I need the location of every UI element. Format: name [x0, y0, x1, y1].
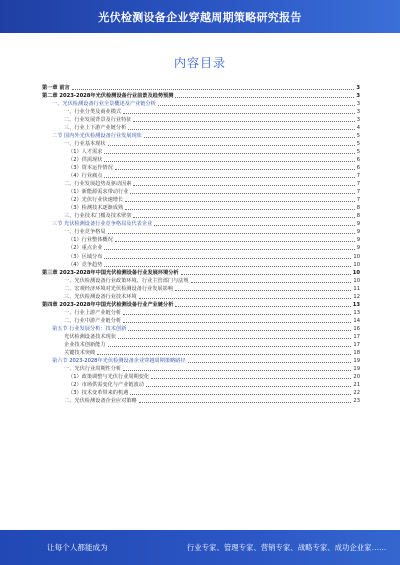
toc-entry-text: 一、行业上游产业链分析: [64, 309, 122, 316]
toc-page-number: 3: [356, 116, 360, 123]
toc-entry-text: （3）检测技术逐渐成熟: [68, 205, 124, 212]
toc-entry[interactable]: [42, 276, 360, 284]
toc-entry-text: 一、行业分类及商业模式: [64, 108, 122, 115]
toc-leader-dots: [139, 402, 352, 403]
toc-entry-text: 三节 光伏检测设备行业竞争格局及代表企业: [52, 221, 153, 228]
toc-entry[interactable]: [42, 268, 360, 276]
toc-page-number: 19: [353, 358, 360, 365]
report-title: 光伏检测设备企业穿越周期策略研究报告: [98, 10, 302, 24]
toc-page-number: 7: [356, 173, 360, 180]
toc-entry-text: （3）资本运作情况: [68, 165, 113, 172]
toc-leader-dots: [123, 314, 351, 315]
toc-page-number: 17: [353, 334, 360, 340]
toc-entry[interactable]: [42, 236, 360, 244]
toc-page-number: 17: [353, 342, 360, 349]
toc-page-number: 13: [352, 301, 360, 308]
toc-page-number: 20: [353, 374, 360, 381]
toc-leader-dots: [133, 217, 354, 218]
toc-entry[interactable]: [42, 316, 360, 324]
toc-entry[interactable]: [42, 204, 360, 212]
toc-entry-text: 企业技术创新能力: [64, 342, 106, 349]
toc-entry-text: 第六节 2023-2028年光伏检测设备企业穿越周期策略路径: [52, 358, 186, 365]
toc-leader-dots: [108, 145, 355, 146]
toc-entry-text: 二、行业发展背景及行业特征: [64, 116, 132, 123]
toc-entry[interactable]: [42, 349, 360, 357]
footer-banner: [0, 530, 400, 565]
toc-leader-dots: [146, 386, 351, 387]
toc-entry[interactable]: [42, 389, 360, 397]
toc-entry-text: 二、宏观经济环境对光伏检测设备行业发展影响: [64, 285, 173, 292]
toc-leader-dots: [72, 89, 355, 90]
toc-entry-text: 三、光伏检测设备行业技术环境: [64, 293, 137, 300]
toc-leader-dots: [115, 241, 355, 242]
toc-page-number: 5: [356, 148, 360, 155]
toc-leader-dots: [144, 137, 355, 138]
toc-entry-text: （1）行业整体概况: [68, 237, 113, 244]
toc-page-number: 3: [356, 108, 360, 115]
toc-entry[interactable]: [42, 147, 360, 155]
toc-entry[interactable]: [42, 397, 360, 405]
toc-page-number: 9: [356, 229, 360, 236]
toc-entry-text: 二节 国内外光伏检测设备行业发展现状: [52, 132, 142, 139]
toc-leader-dots: [139, 298, 352, 299]
toc-leader-dots: [175, 306, 350, 307]
toc-leader-dots: [188, 362, 352, 363]
toc-entry[interactable]: [42, 365, 360, 373]
footer-tagline: 行业专家、管理专家、营销专家、战略专家、成功企业家……: [187, 542, 387, 552]
toc-leader-dots: [104, 249, 354, 250]
toc-leader-dots: [104, 161, 354, 162]
table-of-contents: [42, 83, 360, 405]
toc-entry-text: （4）竞争趋势: [68, 261, 103, 268]
toc-leader-dots: [123, 322, 351, 323]
toc-page-number: 3: [356, 100, 360, 107]
toc-leader-dots: [104, 153, 354, 154]
toc-leader-dots: [181, 274, 351, 275]
toc-entry[interactable]: [42, 373, 360, 381]
toc-page-number: 9: [356, 245, 360, 252]
toc-leader-dots: [133, 121, 354, 122]
toc-entry-text: 第四章 2023-2028年中国光伏检测设备行业产业链分析: [42, 301, 174, 308]
toc-entry-text: （3）技术变革带来的机遇: [68, 390, 129, 397]
toc-entry-text: 一、光伏行业周期性分析: [64, 366, 122, 373]
toc-entry-text: 第五节 行业发展分析：技术创新: [52, 325, 127, 332]
toc-entry-text: 关键技术突破: [64, 350, 96, 357]
toc-entry-text: 三、行业上下游产业链分析: [64, 124, 127, 131]
toc-entry[interactable]: [42, 300, 360, 308]
toc-entry-text: 一、行业基本现状: [64, 140, 106, 147]
toc-page-number: 10: [353, 261, 360, 268]
toc-page-number: 12: [353, 293, 360, 300]
toc-leader-dots: [104, 266, 351, 267]
toc-page-number: 3: [356, 92, 360, 99]
toc-page-number: 4: [356, 124, 360, 131]
toc-entry-text: （3）区域分布: [68, 253, 103, 260]
toc-entry-text: 二、光伏检测设备企业应对策略: [64, 398, 137, 405]
toc-leader-dots: [123, 370, 351, 371]
toc-page-number: 13: [353, 309, 360, 316]
toc-entry-text: 二、行业中游产业链分析: [64, 317, 122, 324]
report-header-banner: [0, 0, 400, 33]
toc-entry-text: 三、行业技术门槛及技术壁垒: [64, 213, 132, 220]
toc-heading: 内容目录: [173, 56, 226, 70]
toc-leader-dots: [128, 129, 354, 130]
toc-entry-text: 一、光伏检测设备行业政策环境、行业主管部门与法规: [64, 277, 189, 284]
toc-entry[interactable]: [42, 324, 360, 332]
toc-page-number: 14: [353, 317, 360, 324]
toc-leader-dots: [158, 105, 355, 106]
toc-entry[interactable]: [42, 284, 360, 292]
toc-page-number: 9: [356, 221, 360, 228]
toc-page-number: 7: [356, 181, 360, 188]
toc-leader-dots: [125, 209, 355, 210]
toc-entry[interactable]: [42, 155, 360, 163]
toc-entry[interactable]: [42, 172, 360, 180]
toc-leader-dots: [108, 346, 352, 347]
toc-page-number: 5: [356, 132, 360, 139]
toc-entry[interactable]: [42, 131, 360, 139]
toc-page-number: 3: [356, 84, 360, 91]
toc-leader-dots: [108, 233, 355, 234]
toc-leader-dots: [118, 338, 352, 339]
toc-entry[interactable]: [42, 308, 360, 316]
toc-page-number: 10: [353, 253, 360, 260]
toc-leader-dots: [191, 282, 352, 283]
toc-entry-text: 一、行业竞争格局: [64, 229, 106, 236]
toc-leader-dots: [154, 225, 354, 226]
toc-leader-dots: [123, 113, 355, 114]
toc-entry[interactable]: [42, 357, 360, 365]
toc-entry[interactable]: [42, 196, 360, 204]
toc-page-number: 18: [353, 350, 360, 357]
toc-entry[interactable]: [42, 292, 360, 300]
toc-page-number: 16: [353, 325, 360, 332]
toc-leader-dots: [130, 394, 351, 395]
toc-page-number: 9: [356, 237, 360, 244]
toc-leader-dots: [133, 185, 354, 186]
toc-page-number: 21: [353, 382, 360, 389]
toc-entry[interactable]: [42, 123, 360, 131]
toc-leader-dots: [130, 193, 354, 194]
toc-page-number: 8: [356, 205, 360, 212]
toc-entry-text: （2）重点企业: [68, 245, 103, 252]
toc-entry[interactable]: [42, 220, 360, 228]
toc-entry[interactable]: [42, 115, 360, 123]
toc-page-number: 19: [353, 366, 360, 373]
toc-page-number: 6: [356, 156, 360, 163]
toc-entry[interactable]: [42, 180, 360, 188]
toc-entry-text: 第一章 前言: [42, 84, 70, 91]
toc-entry-text: （2）市场供需变化与产业链波动: [68, 382, 144, 389]
toc-entry-text: （1）人才需求: [68, 148, 103, 155]
toc-entry[interactable]: [42, 381, 360, 389]
toc-leader-dots: [125, 201, 355, 202]
toc-leader-dots: [115, 169, 355, 170]
toc-page-number: 11: [353, 285, 360, 292]
toc-leader-dots: [128, 330, 351, 331]
toc-page-number: 23: [353, 398, 360, 405]
toc-entry-text: 二、行业发展趋势及驱动因素: [64, 181, 132, 188]
toc-entry-text: （1）新能源需求带动行业: [68, 189, 129, 196]
toc-entry[interactable]: [42, 244, 360, 252]
toc-page-number: 7: [356, 197, 360, 204]
toc-page-number: 10: [352, 269, 360, 276]
toc-entry[interactable]: [42, 83, 360, 91]
toc-page-number: 6: [356, 165, 360, 172]
toc-entry-text: 光伏检测设备技术现状: [64, 334, 116, 340]
toc-leader-dots: [97, 354, 351, 355]
toc-leader-dots: [104, 258, 351, 259]
toc-entry[interactable]: [42, 163, 360, 171]
toc-page-number: 22: [353, 390, 360, 397]
toc-page-number: 5: [356, 140, 360, 147]
toc-entry-text: 一、光伏检测设备行业全景概述及产业链分析: [52, 100, 156, 107]
toc-page-number: 8: [356, 213, 360, 220]
toc-entry-text: 第二章 2023-2028年光伏检测设备行业前景及趋势预测: [42, 92, 174, 99]
toc-page-number: 7: [356, 189, 360, 196]
toc-entry[interactable]: [42, 228, 360, 236]
toc-entry-text: （2）供需现状: [68, 156, 103, 163]
toc-entry-text: 第三章 2023-2028年中国光伏检测设备行业发展环境分析: [42, 269, 179, 276]
toc-entry[interactable]: [42, 260, 360, 268]
footer-slogan: 让每个人都能成为: [47, 543, 108, 552]
toc-leader-dots: [104, 177, 354, 178]
toc-entry[interactable]: [42, 212, 360, 220]
toc-entry-text: （4）行业痛点: [68, 173, 103, 180]
toc-entry[interactable]: [42, 332, 360, 340]
toc-leader-dots: [175, 97, 354, 98]
toc-entry[interactable]: [42, 107, 360, 115]
toc-entry[interactable]: [42, 341, 360, 349]
toc-entry-text: （2）光伏行业快速增长: [68, 197, 124, 204]
toc-leader-dots: [175, 290, 351, 291]
toc-entry[interactable]: [42, 188, 360, 196]
toc-entry[interactable]: [42, 139, 360, 147]
toc-page-number: 10: [353, 277, 360, 284]
toc-entry[interactable]: [42, 91, 360, 99]
toc-entry[interactable]: [42, 99, 360, 107]
toc-leader-dots: [151, 378, 351, 379]
toc-entry[interactable]: [42, 252, 360, 260]
toc-entry-text: （1）政策调整与光伏行业周期变化: [68, 374, 150, 381]
